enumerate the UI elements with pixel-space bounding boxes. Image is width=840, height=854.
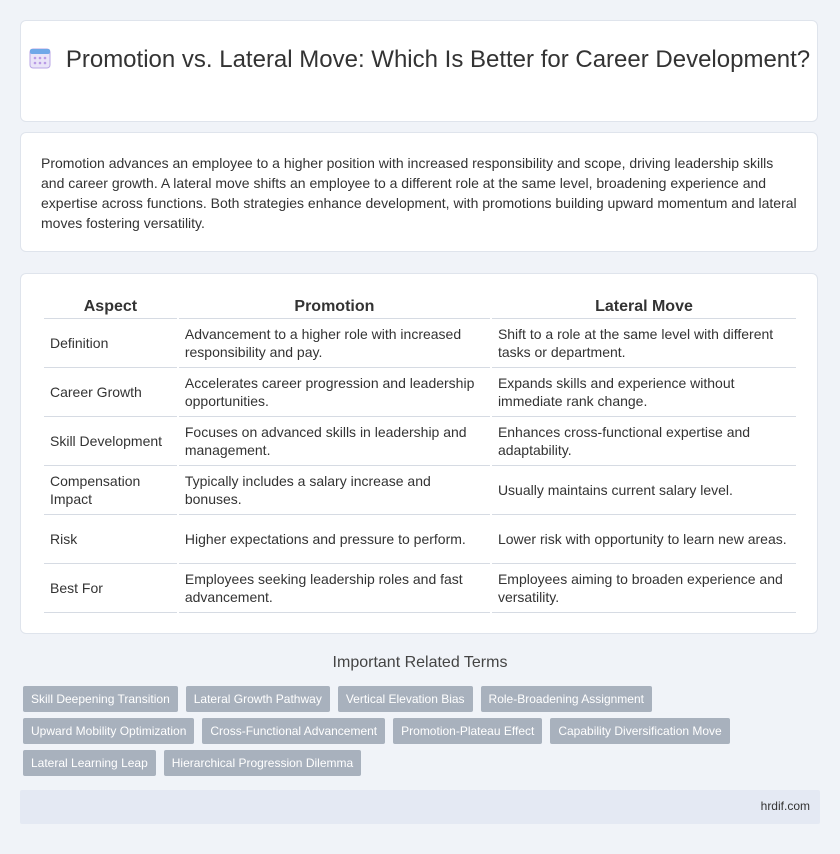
related-term-tag[interactable]: Upward Mobility Optimization [23, 718, 194, 744]
related-terms-title: Important Related Terms [332, 654, 508, 671]
lateral-move-cell: Employees aiming to broaden experience and versatility. [492, 564, 796, 613]
aspect-cell: Compensation Impact [44, 466, 177, 515]
related-term-tag[interactable]: Vertical Elevation Bias [338, 686, 473, 712]
related-term-tag[interactable]: Lateral Learning Leap [23, 750, 156, 776]
header-promotion: Promotion [179, 295, 490, 319]
aspect-cell: Definition [44, 319, 177, 368]
page-title-wrap [21, 45, 817, 75]
comparison-table-card [20, 273, 818, 634]
comparison-table [42, 295, 798, 613]
promotion-cell: Accelerates career progression and leadership opportunities. [179, 368, 490, 417]
related-term-tag[interactable]: Cross-Functional Advancement [202, 718, 385, 744]
table-header-row [44, 295, 796, 319]
table-row [44, 319, 796, 368]
related-terms-list [23, 686, 803, 776]
lateral-move-cell: Expands skills and experience without immediate rank change. [492, 368, 796, 417]
aspect-cell: Risk [44, 515, 177, 564]
promotion-cell: Typically includes a salary increase and bonuses. [179, 466, 490, 515]
related-term-tag[interactable]: Hierarchical Progression Dilemma [164, 750, 361, 776]
promotion-cell: Advancement to a higher role with increased responsibility and pay. [179, 319, 490, 368]
page-title: Promotion vs. Lateral Move: Which Is Better for Career Development? [65, 46, 811, 73]
title-card [20, 20, 818, 122]
promotion-cell: Employees seeking leadership roles and fast advancement. [179, 564, 490, 613]
related-term-tag[interactable]: Lateral Growth Pathway [186, 686, 330, 712]
lateral-move-cell: Usually maintains current salary level. [492, 466, 796, 515]
related-term-tag[interactable]: Skill Deepening Transition [23, 686, 178, 712]
aspect-cell: Career Growth [44, 368, 177, 417]
lateral-move-cell: Shift to a role at the same level with different tasks or department. [492, 319, 796, 368]
table-row [44, 466, 796, 515]
intro-card [20, 132, 818, 252]
footer-site-link[interactable]: hrdif.com [760, 799, 810, 813]
lateral-move-cell: Lower risk with opportunity to learn new areas. [492, 515, 796, 564]
footer [20, 790, 820, 824]
table-row [44, 515, 796, 564]
header-aspect: Aspect [44, 295, 177, 319]
intro-paragraph: Promotion advances an employee to a higher position with increased responsibility and scope, driving leadership skills and career growth. A lateral move shifts an employee to a different role at the same level, broadening experience and expertise across functions. Both strategies enhance development, with promotions building upward momentum and lateral moves fostering versatility. [41, 155, 797, 231]
aspect-cell: Skill Development [44, 417, 177, 466]
aspect-cell: Best For [44, 564, 177, 613]
related-term-tag[interactable]: Promotion-Plateau Effect [393, 718, 542, 744]
table-row [44, 368, 796, 417]
promotion-cell: Higher expectations and pressure to perform. [179, 515, 490, 564]
promotion-cell: Focuses on advanced skills in leadership and management. [179, 417, 490, 466]
table-row [44, 417, 796, 466]
related-term-tag[interactable]: Capability Diversification Move [550, 718, 729, 744]
calendar-icon [28, 46, 52, 70]
table-row [44, 564, 796, 613]
lateral-move-cell: Enhances cross-functional expertise and adaptability. [492, 417, 796, 466]
header-lateral-move: Lateral Move [492, 295, 796, 319]
related-term-tag[interactable]: Role-Broadening Assignment [481, 686, 652, 712]
